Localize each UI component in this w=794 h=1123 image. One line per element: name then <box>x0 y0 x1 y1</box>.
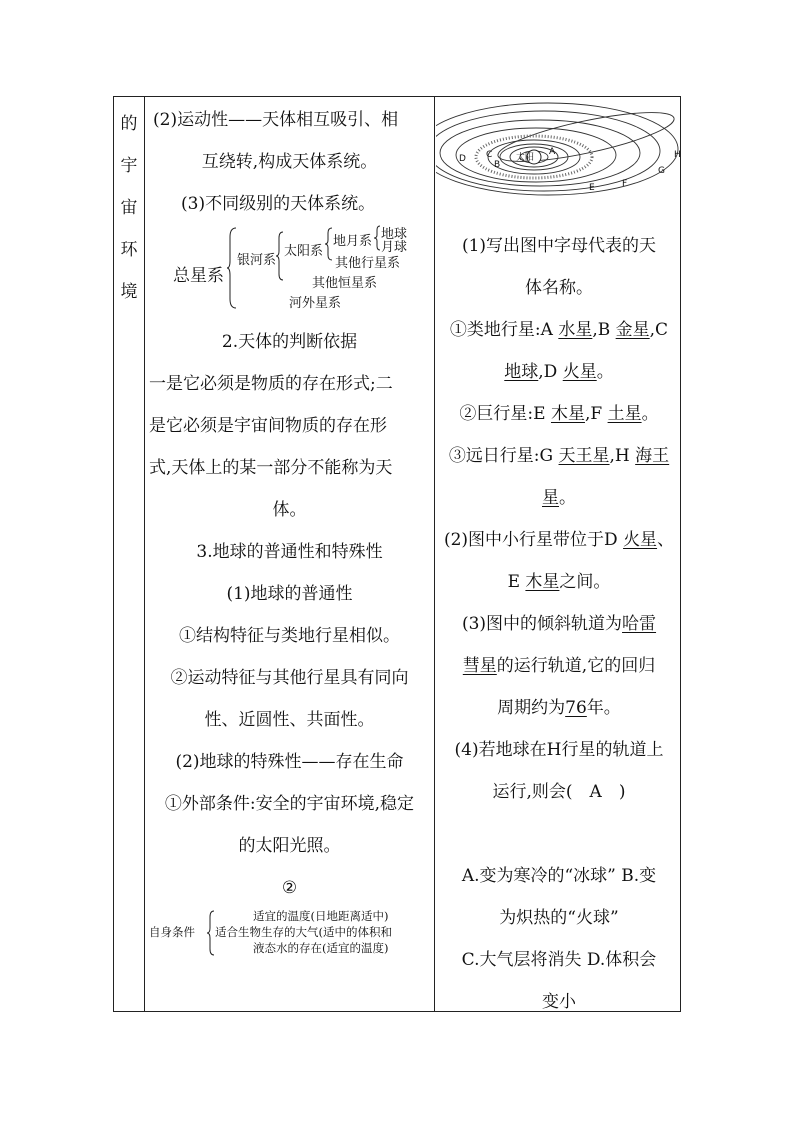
text-line: ①结构特征与类地行星相似。 <box>179 626 400 646</box>
content-table <box>113 96 681 1012</box>
text-line: 的太阳光照。 <box>238 836 341 856</box>
section-char: 宇 <box>120 156 138 176</box>
option-line: A.变为寒冷的“冰球” B.变 <box>461 866 657 886</box>
text-line: 互绕转,构成天体系统。 <box>201 152 378 172</box>
diagram-label: C <box>486 150 493 160</box>
column-divider <box>434 97 435 1011</box>
question-text: 运行,则会( A ) <box>492 782 626 802</box>
text-line: (1)地球的普通性 <box>226 584 353 604</box>
tree-moon: 月球 <box>381 240 408 255</box>
self-item: 适合生物生存的大气(适中的体积和 <box>215 925 392 939</box>
answer-line: ③远日行星:G 天王星,H 海王 <box>448 446 670 466</box>
tree-earth-moon: 地月系 <box>333 234 373 249</box>
section-char: 宙 <box>120 198 138 218</box>
self-item: 适宜的温度(日地距离适中) <box>253 909 389 923</box>
diagram-label: D <box>459 154 466 164</box>
diagram-label: G <box>658 166 665 176</box>
text-line: 性、近圆性、共面性。 <box>204 710 375 730</box>
section-label-column <box>114 103 144 313</box>
diagram-label: A <box>549 147 556 157</box>
answer-q2-D: 火星 <box>623 530 658 550</box>
answer-q2-E: 木星 <box>525 572 560 592</box>
diagram-label: B <box>494 160 501 170</box>
answer-line: 星。 <box>542 488 576 508</box>
self-item: 液态水的存在(适宜的温度) <box>253 941 389 955</box>
brace-icon <box>207 910 215 956</box>
answer-B: 金星 <box>615 320 650 340</box>
question-text: 体名称。 <box>525 278 593 298</box>
knowledge-column <box>145 99 434 961</box>
answer-G: 天王星 <box>558 446 610 466</box>
diagram-label: E <box>589 183 595 193</box>
tree-other-planets: 其他行星系 <box>335 256 401 271</box>
tree-earth: 地球 <box>381 227 408 242</box>
text-line: (2)运动性——天体相互吸引、相 <box>153 110 399 130</box>
answer-C: 地球 <box>504 362 539 382</box>
answer-line: (2)图中小行星带位于D 火星、 <box>443 530 675 550</box>
option-line: C.大气层将消失 D.体积会 <box>461 950 657 970</box>
answer-line: E 木星之间。 <box>507 572 611 592</box>
text-line: 体。 <box>272 500 307 520</box>
tree-solar-system: 太阳系 <box>284 244 324 259</box>
answer-F: 土星 <box>607 404 642 424</box>
answer-line: ①类地行星:A 水星,B 金星,C <box>449 320 669 340</box>
answer-comet: 哈雷 <box>622 614 657 634</box>
brace-icon <box>276 231 284 281</box>
section-heading: 3.地球的普通性和特殊性 <box>196 542 383 562</box>
tree-root: 总星系 <box>173 266 224 286</box>
question-text: (4)若地球在H行星的轨道上 <box>454 740 664 760</box>
option-line: 为炽热的“火球” <box>499 908 619 928</box>
diagram-label: H <box>674 150 681 160</box>
text-line: 一是它必须是物质的存在形式;二 <box>149 374 393 394</box>
question-column <box>436 97 682 1023</box>
tree-other-stars: 其他恒星系 <box>312 276 378 291</box>
tree-extragalactic: 河外星系 <box>289 296 342 311</box>
brace-icon <box>227 227 237 309</box>
brace-icon <box>325 227 333 261</box>
text-line: 是它必须是宇宙间物质的存在形 <box>149 416 387 436</box>
brace-icon <box>374 225 381 251</box>
section-char: 的 <box>120 114 138 134</box>
answer-A: 水星 <box>558 320 593 340</box>
diagram-label: F <box>622 179 628 189</box>
text-line: ② <box>281 878 298 898</box>
question-text: (1)写出图中字母代表的天 <box>461 236 657 256</box>
answer-period: 76 <box>565 698 587 718</box>
answer-H: 海王 <box>635 446 670 466</box>
diagram-label: 太阳 <box>516 153 535 163</box>
solar-system-diagram <box>436 97 682 207</box>
text-line: ②运动特征与其他行星具有同向 <box>170 668 409 688</box>
answer-E: 木星 <box>550 404 585 424</box>
section-heading: 2.天体的判断依据 <box>221 332 358 352</box>
answer-H-cont: 星 <box>542 488 559 508</box>
answer-line: 地球,D 火星。 <box>504 362 614 382</box>
answer-line: ②巨行星:E 木星,F 土星。 <box>459 404 659 424</box>
tree-milky-way: 银河系 <box>237 253 277 268</box>
text-line: (2)地球的特殊性——存在生命 <box>175 752 404 772</box>
text-line: 式,天体上的某一部分不能称为天 <box>149 458 393 478</box>
answer-line: 彗星的运行轨道,它的回归 <box>462 656 656 676</box>
answer-line: 周期约为76年。 <box>497 698 621 718</box>
answer-comet-cont: 彗星 <box>462 656 497 676</box>
text-line: (3)不同级别的天体系统。 <box>181 194 376 214</box>
answer-D: 火星 <box>562 362 597 382</box>
section-char: 境 <box>120 282 138 302</box>
option-line: 变小 <box>542 992 576 1012</box>
system-hierarchy <box>145 225 434 313</box>
self-root: 自身条件 <box>149 925 195 939</box>
section-char: 环 <box>120 240 138 260</box>
text-line: ①外部条件:安全的宇宙环境,稳定 <box>164 794 415 814</box>
answer-line: (3)图中的倾斜轨道为哈雷 <box>461 614 657 634</box>
self-conditions <box>145 907 434 961</box>
